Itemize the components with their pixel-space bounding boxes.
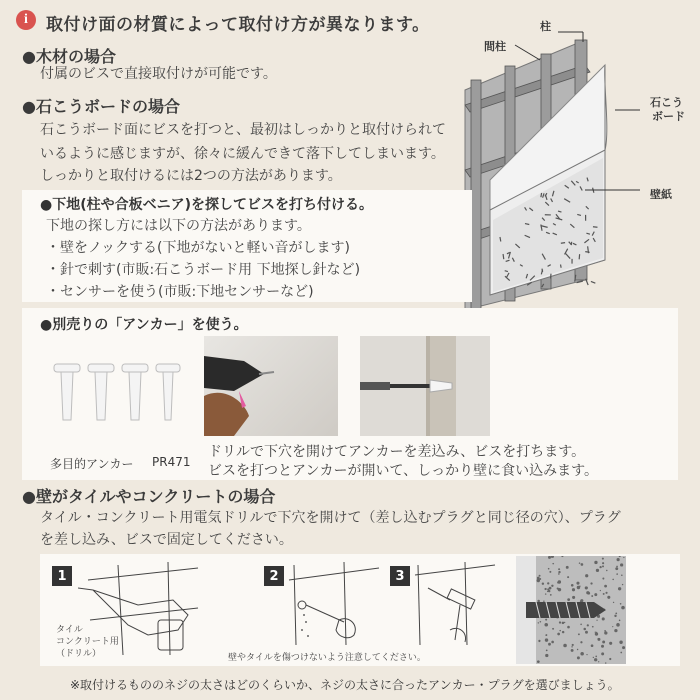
method2-heading: ●別売りの「アンカー」を使う。 [40, 317, 248, 333]
label-gypsum-1: 石こう [650, 96, 683, 109]
tile-line-1: タイル・コンクリート用電気ドリルで下穴を開けて（差し込むプラグと同じ径の穴）、プラグ [40, 510, 621, 526]
anchor-image [52, 360, 182, 430]
step-1-badge: 1 [52, 566, 72, 586]
page-title: 取付け面の材質によって取付け方が異なります。 [46, 15, 430, 35]
step-3-hammer-illustration [410, 560, 500, 650]
footer-note: ※取付けるもののネジの太さはどのくらいか、ネジの太さに合ったアンカー・プラグを選びましょう。 [70, 678, 620, 692]
tile-line-2: を差し込み、ビスで固定してください。 [40, 532, 293, 548]
method1-item-2: ・針で刺す(市販:石こうボード用 下地探し針など) [46, 262, 361, 278]
label-stud: 間柱 [484, 40, 506, 53]
method1-heading: ●下地(柱や合板ベニア)を探してビスを打ち付ける。 [40, 197, 374, 213]
method1-intro: 下地の探し方には以下の方法があります。 [46, 218, 311, 234]
label-wallpaper: 壁紙 [650, 188, 672, 201]
anchor-product-label: 多目的アンカー [50, 457, 134, 471]
gypsum-line-1: 石こうボード面にビスを打つと、最初はしっかりと取付けられて [40, 122, 446, 138]
info-icon: i [16, 10, 36, 30]
drill-label-2: コンクリート用 [56, 637, 119, 647]
drill-label-3: （ドリル） [56, 649, 102, 659]
drill-label-1: タイル [56, 625, 83, 635]
wood-text: 付属のビスで直接取付けが可能です。 [40, 66, 277, 82]
label-pillar: 柱 [540, 20, 551, 33]
gypsum-heading: ●石こうボードの場合 [22, 97, 180, 116]
step-2-plug-illustration [284, 560, 384, 650]
gypsum-line-3: しっかりと取付けるには2つの方法があります。 [40, 168, 342, 184]
anchor-product-code: PR471 [152, 455, 191, 469]
wood-heading: ●木材の場合 [22, 47, 116, 66]
label-gypsum-2: ボード [652, 110, 685, 123]
gypsum-line-2: いるように感じますが、徐々に緩んできて落下してしまいます。 [40, 146, 445, 162]
tile-heading: ●壁がタイルやコンクリートの場合 [22, 487, 276, 506]
wall-structure-diagram [455, 10, 700, 320]
caution-text: 壁やタイルを傷つけないよう注意してください。 [228, 653, 426, 663]
method2-desc-2: ビスを打つとアンカーが開いて、しっかり壁に食い込みます。 [208, 463, 599, 479]
anchor-screw-photo [360, 336, 490, 436]
method1-item-1: ・壁をノックする(下地がないと軽い音がします) [46, 240, 350, 256]
concrete-plug-diagram [516, 556, 626, 664]
drilling-photo [204, 336, 338, 436]
method2-desc-1: ドリルで下穴を開けてアンカーを差込み、ビスを打ちます。 [208, 444, 586, 460]
step-2-badge: 2 [264, 566, 284, 586]
method1-item-3: ・センサーを使う(市販:下地センサーなど) [46, 284, 314, 300]
step-3-badge: 3 [390, 566, 410, 586]
